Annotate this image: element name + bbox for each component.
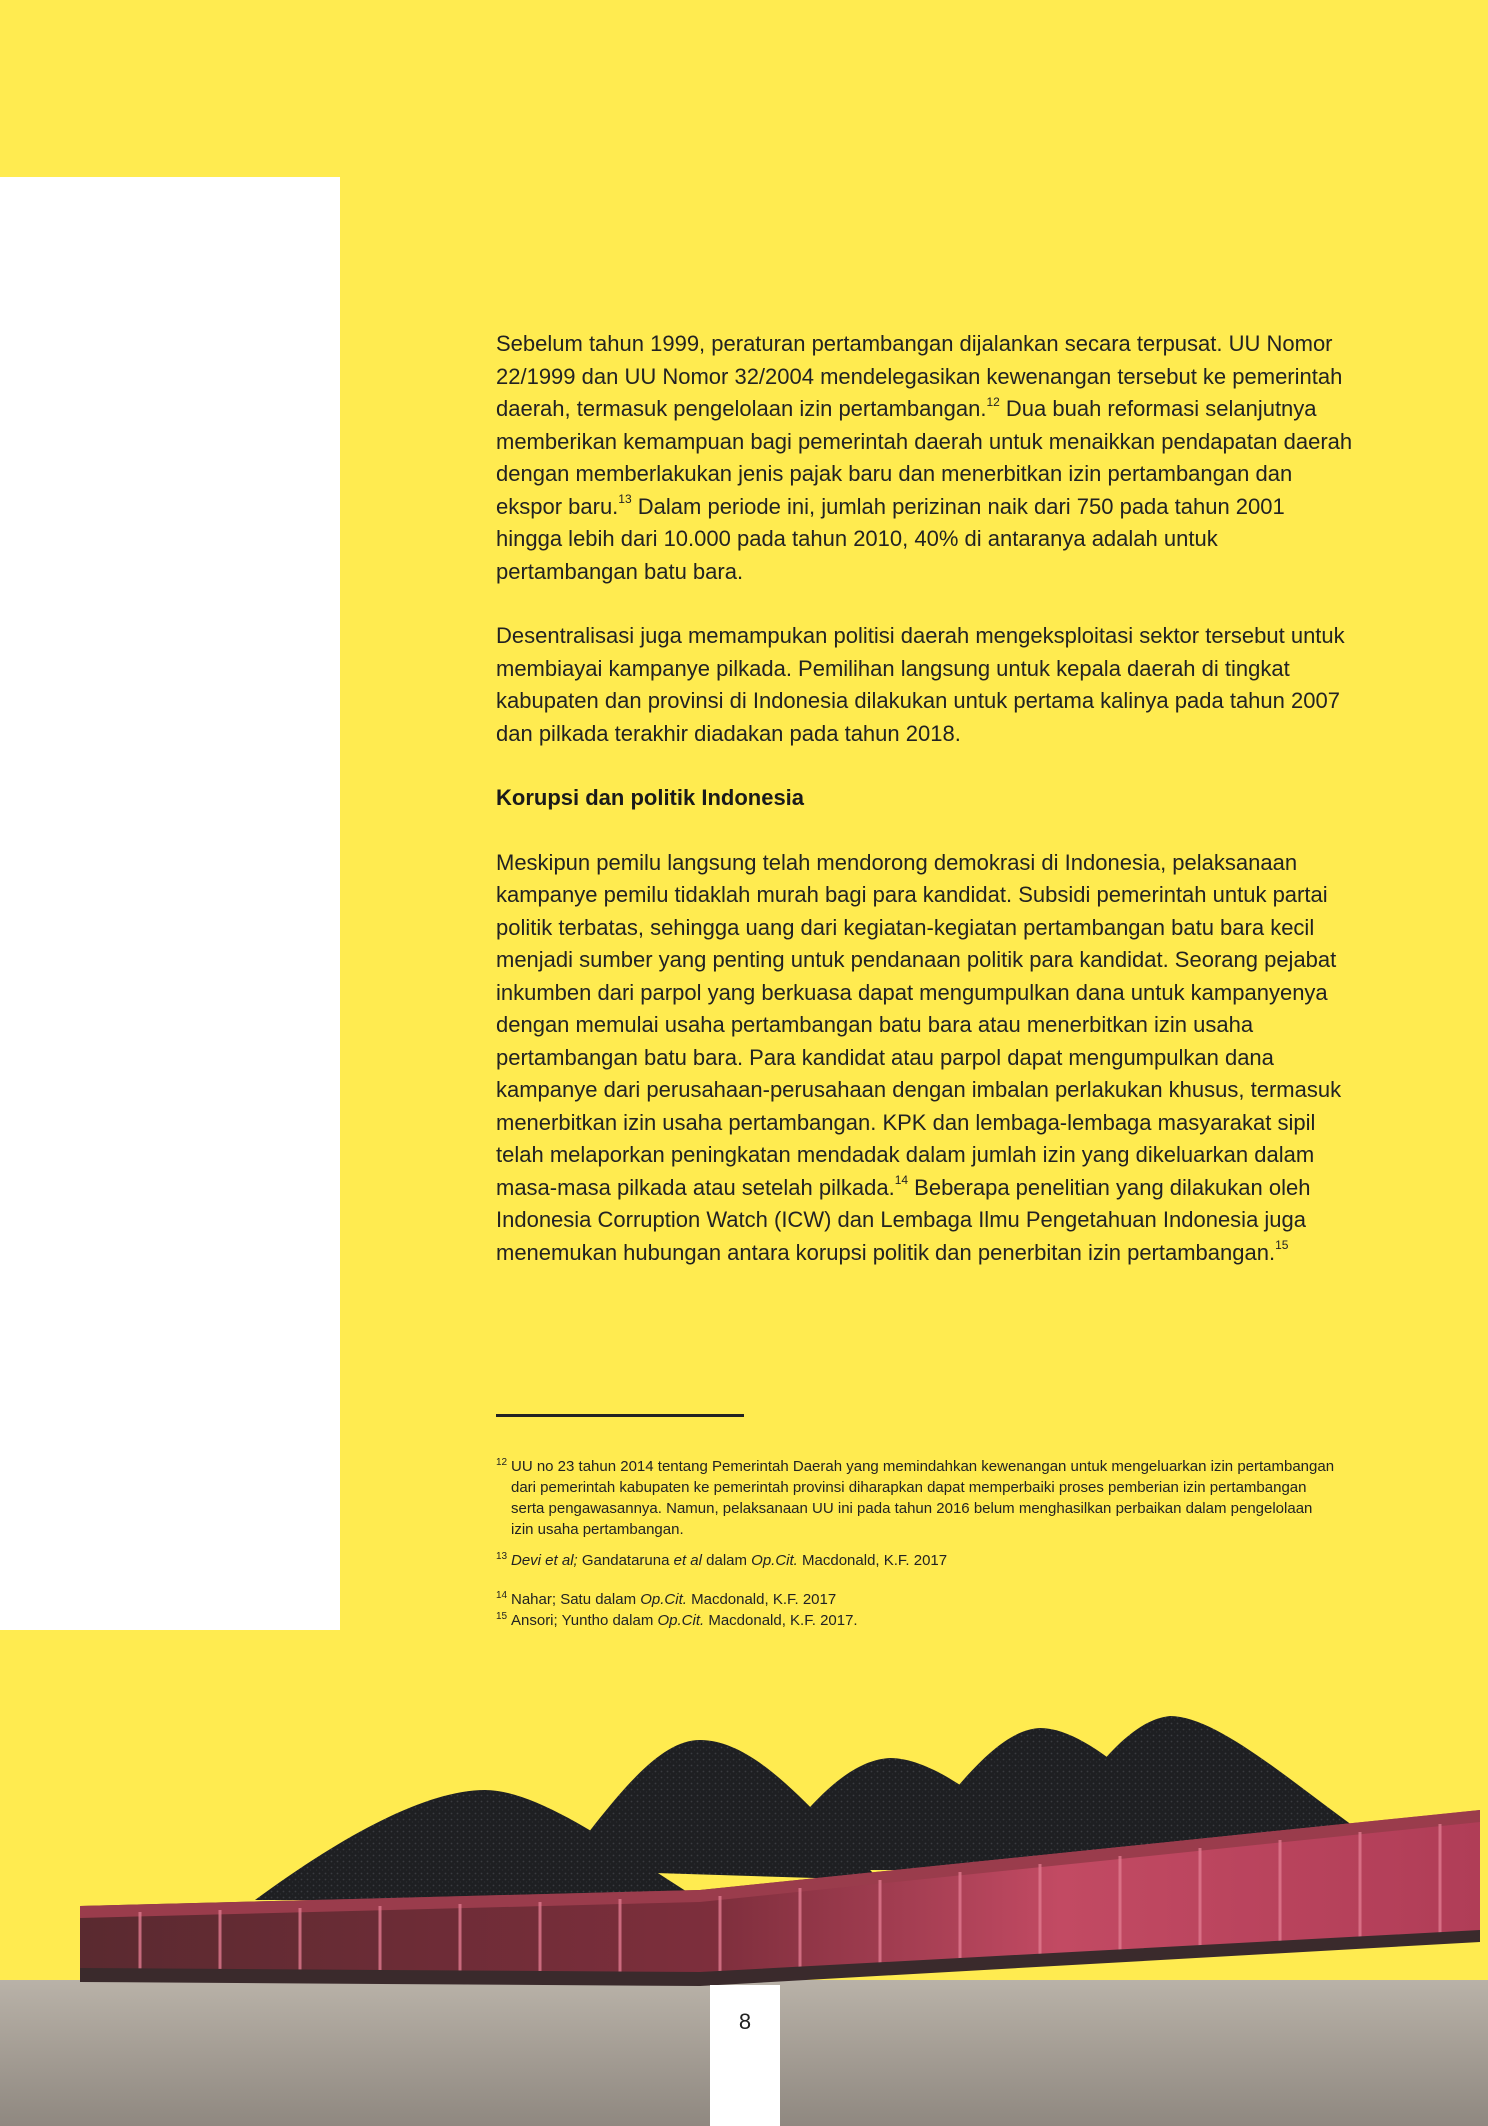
footnote-ref-15[interactable]: 15 [1275,1238,1289,1253]
footnote-15: 15 Ansori; Yuntho dalam Op.Cit. Macdonald, K.F. 2017. [496,1611,858,1629]
footnote-13: 13 Devi et al; Gandataruna et al dalam Op.Cit. Macdonald, K.F. 2017 [496,1551,948,1569]
paragraph-2: Desentralisasi juga memampukan politisi daerah mengeksploitasi sektor tersebut untuk membiayai kampanye pilkada. Pemilihan langsung untuk kepala daerah di tingkat kabupaten dan provinsi di Indonesia dilakukan untuk pertama kalinya pada tahun 2007 dan pilkada terakhir diadakan pada tahun 2018. [496,623,1345,746]
footnote-divider [496,1414,744,1417]
paragraph-1: Sebelum tahun 1999, peraturan pertambangan dijalankan secara terpusat. UU Nomor 22/1999 dan UU Nomor 32/2004 mendelegasikan kewenangan tersebut ke pemerintah daerah, termasuk pengelolaan izin pertambangan.$^{12}$ Dua buah reformasi selanjutnya memberikan kemampuan bagi pemerintah daerah untuk menaikkan pendapatan daerah dengan memberlakukan jenis pajak baru dan menerbitkan izin pertambangan dan ekspor baru.$^{13}$ Dalam periode ini, jumlah perizinan naik dari 750 pada tahun 2001 hingga lebih dari 10.000 pada tahun 2010, 40% di antaranya adalah untuk pertambangan batu bara. [496,331,1353,584]
footnote-12: 12 UU no 23 tahun 2014 tentang Pemerintah Daerah yang memindahkan kewenangan untuk mengeluarkan izin pertambangan dari pemerintah kabupaten ke pemerintah provinsi diharapkan dapat memperbaiki proses pemberian izin pertambangan serta pengawasannya. Namun, pelaksanaan UU ini pada tahun 2016 belum menghasilkan perbaikan dalam pengelolaan izin usaha pertambangan. [496,1457,1335,1538]
footnote-ref-13[interactable]: 13 [618,492,632,507]
footnote-ref-14[interactable]: 14 [894,1173,909,1188]
footnotes [496,1456,1336,1631]
white-side-panel [0,177,340,1630]
section-heading: Korupsi dan politik Indonesia [496,785,805,810]
page-number: 8 [738,2009,752,2034]
footnote-ref-12[interactable]: 12 [986,394,1000,409]
footnote-14: 14 Nahar; Satu dalam Op.Cit. Macdonald, K.F. 2017 [496,1590,837,1608]
main-text [496,328,1356,1301]
paragraph-3: Meskipun pemilu langsung telah mendorong demokrasi di Indonesia, pelaksanaan kampanye pemilu tidaklah murah bagi para kandidat. Subsidi pemerintah untuk partai politik terbatas, sehingga uang dari kegiatan-kegiatan pertambangan batu bara kecil menjadi sumber yang penting untuk pendanaan politik para kandidat. Seorang pejabat inkumben dari parpol yang berkuasa dapat mengumpulkan dana untuk kampanyenya dengan memulai usaha pertambangan batu bara atau menerbitkan izin usaha pertambangan batu bara. Para kandidat atau parpol dapat mengumpulkan dana kampanye dari perusahaan-perusahaan dengan imbalan perlakukan khusus, termasuk menerbitkan izin usaha pertambangan. KPK dan lembaga-lembaga masyarakat sipil telah melaporkan peningkatan mendadak dalam jumlah izin yang dikeluarkan dalam masa-masa pilkada atau setelah pilkada.$^{14}$ Beberapa penelitian yang dilakukan oleh Indonesia Corruption Watch (ICW) dan Lembaga Ilmu Pengetahuan Indonesia juga menemukan hubungan antara korupsi politik dan penerbitan izin pertambangan.$^{15}$ [496,849,1342,1265]
page-number-box [710,1985,780,2126]
